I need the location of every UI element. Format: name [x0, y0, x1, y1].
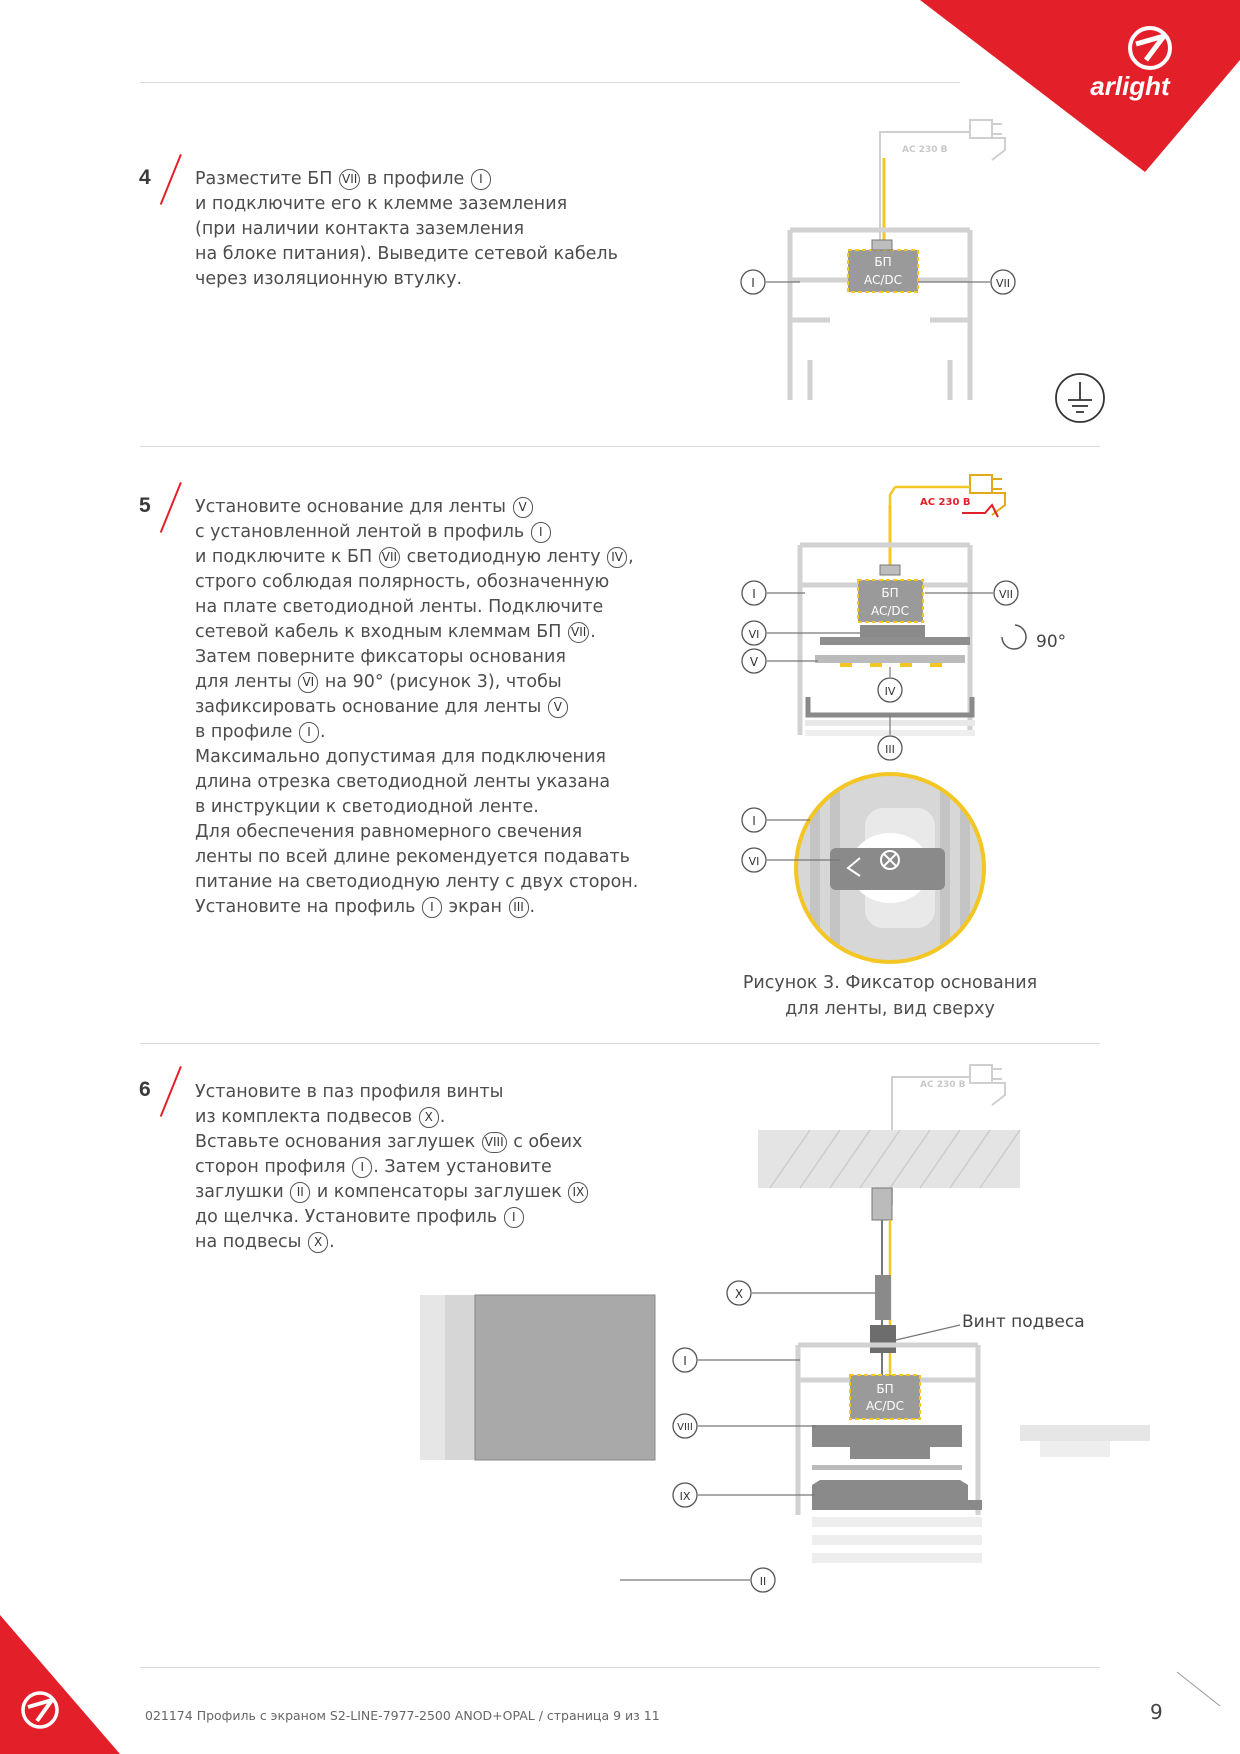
callout-label: VII	[998, 588, 1014, 601]
step-text-fragment: Разместите БП	[195, 169, 338, 189]
component-ref-badge: IX	[568, 1182, 588, 1203]
rotate-arrow-icon	[1002, 625, 1026, 649]
step-4-line	[195, 192, 618, 217]
step-text-fragment: .	[529, 897, 536, 917]
step-text-fragment: на подвесы	[195, 1232, 308, 1252]
callout-label: II	[759, 1575, 767, 1588]
step-text-fragment: .	[329, 1232, 335, 1252]
callout-label: VI	[748, 855, 760, 868]
footer-logo-corner	[0, 1615, 120, 1754]
diagram-label: AC/DC	[870, 604, 910, 618]
step-text-fragment: (при наличии контакта заземления	[195, 219, 524, 239]
figure-3-caption-line-2: для ленты, вид сверху	[785, 999, 995, 1019]
component-ref-badge: VIII	[482, 1132, 507, 1153]
step-text-fragment: Вставьте основания заглушек	[195, 1132, 481, 1152]
footer-doc-title: 021174 Профиль с экраном S2-LINE-7977-2500 ANOD+OPAL / страница 9 из 11	[145, 1708, 660, 1723]
callout-label: I	[752, 814, 756, 828]
diagram-label: 90°	[1036, 632, 1067, 652]
top-divider	[140, 82, 960, 83]
component-ref-badge: V	[548, 697, 568, 718]
step-text-fragment: в профиле	[195, 722, 298, 742]
step-text-fragment: .	[439, 1107, 446, 1127]
step-5-number: 5	[139, 494, 151, 517]
component-ref-badge: I	[352, 1157, 372, 1178]
diagram-label: Винт подвеса	[962, 1312, 1085, 1332]
component-ref-badge: II	[290, 1182, 310, 1203]
step-text-fragment: строго соблюдая полярность, обозначенную	[195, 572, 610, 592]
page-number: 9	[1150, 1700, 1163, 1724]
step-text-fragment: зафиксировать основание для ленты	[195, 697, 547, 717]
diagram-label: БП	[881, 586, 899, 600]
callout-label: III	[885, 743, 895, 756]
callout-label: I	[683, 1354, 687, 1368]
step-5-line	[195, 695, 638, 720]
diagram-step-4	[730, 110, 1110, 430]
step-text-fragment: .	[590, 622, 596, 642]
step-text-fragment: питание на светодиодную ленту с двух сторон.	[195, 872, 639, 892]
step-text-fragment: в инструкции к светодиодной ленте.	[195, 797, 539, 817]
step-5-slash	[160, 482, 182, 533]
step-text-fragment: Максимально допустимая для подключения	[195, 747, 606, 767]
step-6-slash	[160, 1066, 182, 1117]
step-4-line	[195, 242, 618, 267]
diagram-label: AC 230 В	[920, 1080, 966, 1090]
step-text-fragment: сторон профиля	[195, 1157, 352, 1177]
logo-text: arlight	[1090, 71, 1170, 101]
callout-label: VI	[748, 628, 760, 641]
component-ref-badge: I	[471, 169, 491, 190]
step-text-fragment: до щелчка. Установите профиль	[195, 1207, 503, 1227]
callout-label: V	[749, 655, 759, 669]
step-text-fragment: на блоке питания). Выведите сетевой кабель	[195, 244, 618, 264]
step-5-line	[195, 620, 638, 645]
step-text-fragment: ленты по всей длине рекомендуется подавать	[195, 847, 630, 867]
step-text-fragment: Для обеспечения равномерного свечения	[195, 822, 583, 842]
step-5-line	[195, 820, 638, 845]
diagram-step-6	[420, 1055, 1220, 1635]
step-text-fragment: длина отрезка светодиодной ленты указана	[195, 772, 611, 792]
step-4-slash	[160, 154, 182, 205]
figure-3-caption-line-1: Рисунок 3. Фиксатор основания	[742, 973, 1038, 993]
footer-divider	[140, 1667, 1100, 1668]
component-ref-badge: I	[422, 897, 442, 918]
step-text-fragment: светодиодную ленту	[401, 547, 607, 567]
diagram-step-5	[730, 465, 1110, 765]
diagram-label: БП	[876, 1382, 894, 1396]
step-text-fragment: через изоляционную втулку.	[195, 269, 463, 289]
divider-4-5	[140, 446, 1100, 447]
step-text-fragment: заглушки	[195, 1182, 290, 1202]
step-5-line	[195, 795, 638, 820]
step-5-line	[195, 595, 638, 620]
step-text-fragment: в профиле	[361, 169, 470, 189]
step-5-line	[195, 720, 638, 745]
divider-5-6	[140, 1043, 1100, 1044]
step-6-number: 6	[139, 1078, 151, 1101]
step-5-line	[195, 770, 638, 795]
diagram-label: AC 230 В	[920, 497, 971, 508]
step-4-text	[195, 167, 618, 292]
step-5-line	[195, 570, 638, 595]
step-text-fragment: экран	[442, 897, 508, 917]
step-text-fragment: ,	[628, 547, 634, 567]
step-text-fragment: и подключите его к клемме заземления	[195, 194, 568, 214]
diagram-label: AC 230 В	[902, 145, 948, 155]
plug-icon	[880, 120, 1005, 258]
callout-label: IX	[679, 1490, 691, 1503]
figure-3-caption	[720, 970, 1060, 1022]
component-ref-badge: X	[419, 1107, 439, 1128]
component-ref-badge: I	[531, 522, 551, 543]
step-4-line	[195, 217, 618, 242]
diagram-label: БП	[874, 255, 892, 269]
component-ref-badge: VII	[379, 547, 400, 568]
step-4-line	[195, 167, 618, 192]
step-5-line	[195, 870, 638, 895]
component-ref-badge: X	[308, 1232, 328, 1253]
step-5-line	[195, 520, 638, 545]
component-ref-badge: VII	[568, 622, 589, 643]
callout-label: I	[751, 276, 755, 290]
step-text-fragment: и подключите к БП	[195, 547, 378, 567]
step-text-fragment: . Затем установите	[373, 1157, 552, 1177]
component-ref-badge: I	[504, 1207, 524, 1228]
step-text-fragment: с обеих	[507, 1132, 583, 1152]
callout-label: VII	[995, 277, 1011, 290]
step-text-fragment: на плате светодиодной ленты. Подключите	[195, 597, 604, 617]
callout-label: X	[734, 1287, 744, 1301]
component-ref-badge: V	[513, 497, 533, 518]
step-5-line	[195, 545, 638, 570]
step-text-fragment: Затем поверните фиксаторы основания	[195, 647, 566, 667]
step-4-number: 4	[139, 166, 151, 189]
step-text-fragment: Установите в паз профиля винты	[195, 1082, 504, 1102]
component-ref-badge: VI	[298, 672, 318, 693]
diagram-label: AC/DC	[865, 1399, 905, 1413]
step-text-fragment: с установленной лентой в профиль	[195, 522, 530, 542]
step-text-fragment: на 90° (рисунок 3), чтобы	[319, 672, 562, 692]
step-5-line	[195, 745, 638, 770]
step-text-fragment: для ленты	[195, 672, 298, 692]
component-ref-badge: III	[509, 897, 529, 918]
step-text-fragment: Установите основание для ленты	[195, 497, 512, 517]
step-text-fragment: из комплекта подвесов	[195, 1107, 418, 1127]
callout-label: I	[752, 587, 756, 601]
step-5-line	[195, 670, 638, 695]
figure-3-detail	[730, 768, 1030, 968]
step-5-line	[195, 495, 638, 520]
ground-icon	[1056, 374, 1104, 422]
step-5-line	[195, 645, 638, 670]
step-5-line	[195, 895, 638, 920]
step-5-line	[195, 845, 638, 870]
component-ref-badge: IV	[607, 547, 627, 568]
callout-label: IV	[884, 685, 896, 698]
step-text-fragment: сетевой кабель к входным клеммам БП	[195, 622, 567, 642]
callout-label: VIII	[677, 1422, 693, 1433]
step-5-text	[195, 495, 638, 920]
step-4-line	[195, 267, 618, 292]
component-ref-badge: VII	[339, 169, 360, 190]
step-text-fragment: и компенсаторы заглушек	[311, 1182, 568, 1202]
component-ref-badge: I	[299, 722, 319, 743]
footer-corner-line	[1175, 1670, 1225, 1710]
diagram-label: AC/DC	[863, 273, 903, 287]
step-text-fragment: Установите на профиль	[195, 897, 421, 917]
step-text-fragment: .	[319, 722, 326, 742]
